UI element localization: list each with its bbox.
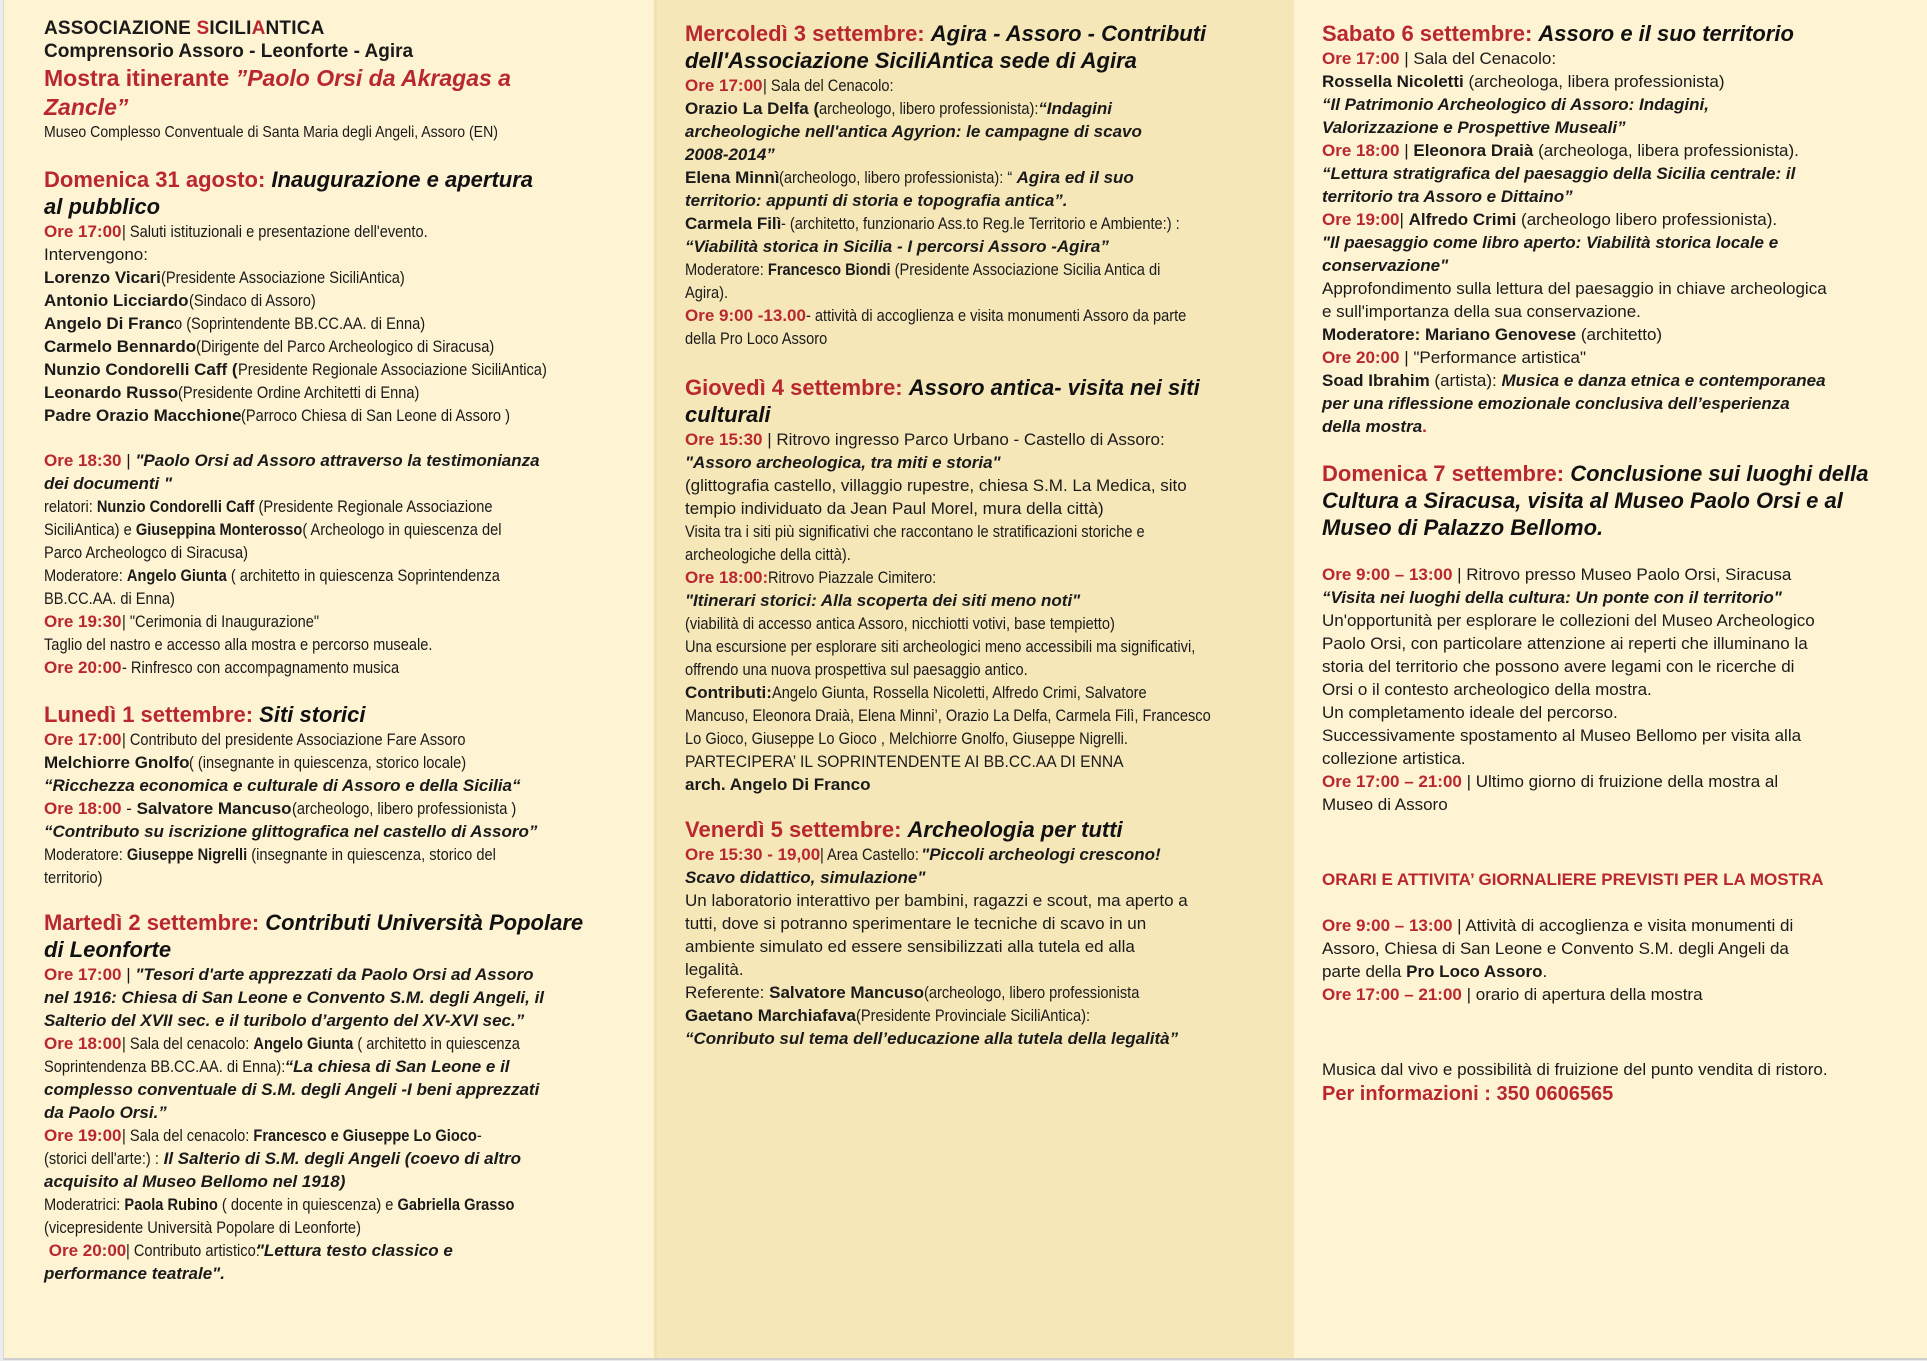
event-title: complesso conventuale di S.M. degli Angeli -I beni apprezzati xyxy=(44,1080,540,1099)
event-item: Ore 17:00 – 21:00 | orario di apertura della mostra xyxy=(1322,985,1703,1004)
event-title: da Paolo Orsi.” xyxy=(44,1103,167,1122)
event-item: Ore 19:00| Alfredo Crimi (archeologo libero professionista). xyxy=(1322,210,1778,229)
event-description: parte della Pro Loco Assoro. xyxy=(1322,962,1548,981)
event-description: tempio individuato da Jean Paul Morel, mura della città) xyxy=(685,499,1104,518)
event-title: Scavo didattico, simulazione" xyxy=(685,868,926,887)
event-description: Un laboratorio interattivo per bambini, ragazzi e scout, ma aperto a xyxy=(685,891,1188,910)
event-item: Ore 19:30| "Cerimonia di Inaugurazione" xyxy=(44,612,319,631)
day-section-3-settembre xyxy=(685,20,1294,350)
event-item: Ore 15:30 | Ritrovo ingresso Parco Urbano - Castello di Assoro: xyxy=(685,430,1165,449)
daily-schedule-heading: ORARI E ATTIVITA’ GIORNALIERE PREVISTI PER LA MOSTRA xyxy=(1322,870,1824,889)
event-subtitle: Intervengono: xyxy=(44,245,148,264)
column-right xyxy=(1294,0,1927,1358)
speakers-list xyxy=(44,266,654,427)
event-moderator: Moderatrici: Paola Rubino ( docente in quiescenza) e Gabriella Grasso xyxy=(44,1195,515,1214)
event-moderator-role: Agira). xyxy=(685,283,729,302)
contact-info: Per informazioni : 350 0606565 xyxy=(1322,1083,1614,1105)
event-speaker: Rossella Nicoletti (archeologa, libera professionista) xyxy=(1322,72,1725,91)
event-item: Ore 20:00- Rinfresco con accompagnamento musica xyxy=(44,658,399,677)
event-moderator-role: (vicepresidente Università Popolare di Leonforte) xyxy=(44,1218,361,1237)
event-description: Orsi o il contesto archeologico della mostra. xyxy=(1322,680,1652,699)
event-description: e sull'importanza della sua conservazione. xyxy=(1322,302,1641,321)
event-moderator: Moderatore: Angelo Giunta ( architetto in quiescenza Soprintendenza xyxy=(44,566,500,585)
speaker-item: Leonardo Russo(Presidente Ordine Architetti di Enna) xyxy=(44,383,420,402)
day-heading: Martedì 2 settembre: Contributi Università Popolare di Leonforte xyxy=(44,910,584,962)
program-brochure xyxy=(3,0,1927,1360)
event-item: Ore 20:00| Contributo artistico:"Lettura testo classico e xyxy=(48,1241,453,1260)
exhibition-venue: Museo Complesso Conventuale di Santa Maria degli Angeli, Assoro (EN) xyxy=(44,124,498,141)
event-speaker: Elena Minnì(archeologo, libero professionista): “ Agira ed il suo xyxy=(685,168,1134,187)
event-description: tutti, dove si potranno sperimentare le tecniche di scavo in un xyxy=(685,914,1147,933)
event-item: Ore 18:00| Sala del cenacolo: Angelo Giunta ( architetto in quiescenza xyxy=(44,1034,520,1053)
event-moderator: Moderatore: Francesco Biondi (Presidente Associazione Sicilia Antica di xyxy=(685,260,1161,279)
event-note: Visita tra i siti più significativi che raccontano le stratificazioni storiche e xyxy=(685,522,1145,541)
event-item: Ore 20:00 | "Performance artistica" xyxy=(1322,348,1587,367)
day-section-5-settembre xyxy=(685,816,1294,1050)
event-title: territorio: appunti di storia e topografia antica”. xyxy=(685,191,1068,210)
event-item: Ore 17:00| Sala del Cenacolo: xyxy=(685,76,894,95)
event-speakers: relatori: Nunzio Condorelli Caff (Presidente Regionale Associazione xyxy=(44,497,493,516)
event-title: “Lettura stratigrafica del paesaggio della Sicilia centrale: il xyxy=(1322,164,1796,183)
organization-name: ASSOCIAZIONE SICILIANTICA xyxy=(44,18,325,39)
event-item: Ore 17:00 – 21:00 | Ultimo giorno di fruizione della mostra al xyxy=(1322,772,1779,791)
day-section-4-settembre xyxy=(685,374,1294,796)
event-title: nel 1916: Chiesa di San Leone e Convento S.M. degli Angeli, il xyxy=(44,988,545,1007)
event-title: acquisito al Museo Bellomo nel 1918) xyxy=(44,1172,346,1191)
event-speaker: Carmela Filì- (architetto, funzionario Ass.to Reg.le Territorio e Ambiente:) : xyxy=(685,214,1181,233)
footer-section xyxy=(1322,1058,1927,1107)
daily-schedule-section xyxy=(1322,868,1927,1006)
event-item: Ore 17:00 | Sala del Cenacolo: xyxy=(1322,49,1557,68)
event-item: Ore 18:00:Ritrovo Piazzale Cimitero: xyxy=(685,568,937,587)
event-speaker: Melchiorre Gnolfo( (insegnante in quiescenza, storico locale) xyxy=(44,753,467,772)
event-description: della Pro Loco Assoro xyxy=(685,329,828,348)
exhibition-title: Mostra itinerante ”Paolo Orsi da Akragas a Zancle” xyxy=(44,65,511,120)
event-title: "Il paesaggio come libro aperto: Viabilità storica locale e xyxy=(1322,233,1779,252)
organization-subtitle: Comprensorio Assoro - Leonforte - Agira xyxy=(44,41,414,62)
event-title: “Visita nei luoghi della cultura: Un ponte con il territorio" xyxy=(1322,588,1782,607)
event-description: Taglio del nastro e accesso alla mostra e percorso museale. xyxy=(44,635,433,654)
day-heading: Venerdì 5 settembre: Archeologia per tutti xyxy=(685,817,1123,842)
notice: PARTECIPERA’ IL SOPRINTENDENTE AI BB.CC.AA DI ENNA xyxy=(685,752,1124,771)
event-description: Museo di Assoro xyxy=(1322,795,1448,814)
event-moderator: Moderatore: Mariano Genovese (architetto) xyxy=(1322,325,1663,344)
event-title: "Itinerari storici: Alla scoperta dei siti meno noti" xyxy=(685,591,1081,610)
day-heading: Mercoledì 3 settembre: Agira - Assoro - Contributi dell'Associazione SiciliAntica sede di Agira xyxy=(685,21,1207,73)
notice-name: arch. Angelo Di Franco xyxy=(685,775,871,794)
event-title: Salterio del XVII sec. e il turibolo d’argento del XV-XVI sec.” xyxy=(44,1011,525,1030)
event-item: Ore 18:00 - Salvatore Mancuso(archeologo, libero professionista ) xyxy=(44,799,516,818)
event-item: Ore 9:00 – 13:00 | Attività di accoglienza e visita monumenti di xyxy=(1322,916,1794,935)
event-title: performance teatrale". xyxy=(44,1264,225,1283)
contributors: Mancuso, Eleonora Draià, Elena Minni’, Orazio La Delfa, Carmela Filì, Francesco xyxy=(685,706,1211,725)
event-item: Ore 9:00 – 13:00 | Ritrovo presso Museo Paolo Orsi, Siracusa xyxy=(1322,565,1792,584)
event-title: “Conributo sul tema dell’educazione alla tutela della legalità” xyxy=(685,1029,1179,1048)
event-note: offrendo una nuova prospettiva sul paesaggio antico. xyxy=(685,660,1028,679)
event-description: Un'opportunità per esplorare le collezioni del Museo Archeologico xyxy=(1322,611,1815,630)
event-description: (glittografia castello, villaggio rupestre, chiesa S.M. La Medica, sito xyxy=(685,476,1187,495)
event-title: “Viabilità storica in Sicilia - I percorsi Assoro -Agira” xyxy=(685,237,1109,256)
event-title: territorio tra Assoro e Dittaino” xyxy=(1322,187,1573,206)
contributors: Lo Gioco, Giuseppe Lo Gioco , Melchiorre Gnolfo, Giuseppe Nigrelli. xyxy=(685,729,1128,748)
contributors: Contributi:Angelo Giunta, Rossella Nicoletti, Alfredo Crimi, Salvatore xyxy=(685,683,1147,702)
column-left xyxy=(4,0,654,1358)
event-speakers: Parco Archeologco di Siracusa) xyxy=(44,543,248,562)
column-middle xyxy=(654,0,1294,1358)
event-title: 2008-2014” xyxy=(685,145,775,164)
event-description: Successivamente spostamento al Museo Bellomo per visita alla xyxy=(1322,726,1802,745)
event-description: ambiente simulato ed essere sensibilizzati alla tutela ed alla xyxy=(685,937,1135,956)
event-description: Assoro, Chiesa di San Leone e Convento S.M. degli Angeli da xyxy=(1322,939,1789,958)
event-description: Paolo Orsi, con particolare attenzione ai reperti che illuminano la xyxy=(1322,634,1808,653)
event-item: Ore 15:30 - 19,00| Area Castello:"Piccoli archeologi crescono! xyxy=(685,845,1161,864)
event-item: Ore 17:00| Contributo del presidente Associazione Fare Assoro xyxy=(44,730,466,749)
footer-music-note: Musica dal vivo e possibilità di fruizione del punto vendita di ristoro. xyxy=(1322,1060,1828,1079)
event-title: per una riflessione emozionale conclusiva dell’esperienza xyxy=(1322,394,1790,413)
event-title: “Contributo su iscrizione glittografica nel castello di Assoro” xyxy=(44,822,538,841)
day-heading: Lunedì 1 settembre: Siti storici xyxy=(44,702,366,727)
event-moderator: Moderatore: Giuseppe Nigrelli (insegnante in quiescenza, storico del xyxy=(44,845,496,864)
speaker-item: Lorenzo Vicari(Presidente Associazione SiciliAntica) xyxy=(44,268,405,287)
event-title: “Ricchezza economica e culturale di Assoro e della Sicilia“ xyxy=(44,776,521,795)
speaker-item: Angelo Di Franco (Soprintendente BB.CC.AA. di Enna) xyxy=(44,314,426,333)
day-heading: Sabato 6 settembre: Assoro e il suo territorio xyxy=(1322,21,1794,46)
event-item: Ore 9:00 -13.00- attività di accoglienza e visita monumenti Assoro da parte xyxy=(685,306,1187,325)
day-heading: Giovedì 4 settembre: Assoro antica- visita nei siti culturali xyxy=(685,375,1200,427)
event-speaker: Orazio La Delfa (archeologo, libero professionista):“Indagini xyxy=(685,99,1112,118)
speaker-item: Carmelo Bennardo(Dirigente del Parco Archeologico di Siracusa) xyxy=(44,337,495,356)
day-section-6-settembre xyxy=(1322,20,1927,438)
event-title: Soprintendenza BB.CC.AA. di Enna):“La chiesa di San Leone e il xyxy=(44,1057,510,1076)
event-description: (viabilità di accesso antica Assoro, nicchiotti votivi, base tempietto) xyxy=(685,614,1115,633)
event-title: della mostra. xyxy=(1322,417,1427,436)
day-section-31-agosto xyxy=(44,166,654,679)
event-item: Ore 17:00 | "Tesori d'arte apprezzati da Paolo Orsi ad Assoro xyxy=(44,965,534,984)
day-heading: Domenica 31 agosto: Inaugurazione e apertura al pubblico xyxy=(44,167,534,219)
event-title: "Assoro archeologica, tra miti e storia" xyxy=(685,453,1001,472)
speaker-item: Nunzio Condorelli Caff (Presidente Regionale Associazione SiciliAntica) xyxy=(44,360,547,379)
event-speaker: Soad Ibrahim (artista): Musica e danza etnica e contemporanea xyxy=(1322,371,1826,390)
event-title: conservazione" xyxy=(1322,256,1449,275)
event-referent: Referente: Salvatore Mancuso(archeologo, libero professionista xyxy=(685,983,1140,1002)
event-note: Una escursione per esplorare siti archeologici meno accessibili ma significativi, xyxy=(685,637,1196,656)
event-moderator-role: territorio) xyxy=(44,868,103,887)
event-description: Approfondimento sulla lettura del paesaggio in chiave archeologica xyxy=(1322,279,1827,298)
event-description: storia del territorio che possono avere legami con le ricerche di xyxy=(1322,657,1795,676)
event-note: archeologiche della città). xyxy=(685,545,851,564)
day-section-7-settembre xyxy=(1322,460,1927,816)
day-section-1-settembre xyxy=(44,701,654,889)
event-description: legalità. xyxy=(685,960,744,979)
event-description: Un completamento ideale del percorso. xyxy=(1322,703,1618,722)
event-title: Valorizzazione e Prospettive Museali” xyxy=(1322,118,1626,137)
event-item: Ore 19:00| Sala del cenacolo: Francesco e Giuseppe Lo Gioco- xyxy=(44,1126,482,1145)
event-speaker: Gaetano Marchiafava(Presidente Provinciale SiciliAntica): xyxy=(685,1006,1091,1025)
event-item: Ore 18:00 | Eleonora Draià (archeologa, libera professionista). xyxy=(1322,141,1799,160)
speaker-item: Padre Orazio Macchione(Parroco Chiesa di San Leone di Assoro ) xyxy=(44,406,511,425)
event-description: collezione artistica. xyxy=(1322,749,1466,768)
event-speakers: SiciliAntica) e Giuseppina Monterosso( Archeologo in quiescenza del xyxy=(44,520,502,539)
event-title: dei documenti " xyxy=(44,474,173,493)
day-heading: Domenica 7 settembre: Conclusione sui luoghi della Cultura a Siracusa, visita al Museo Paolo Orsi e al Museo di Palazzo Bellomo. xyxy=(1322,461,1869,540)
event-title: archeologiche nell'antica Agyrion: le campagne di scavo xyxy=(685,122,1142,141)
event-item: Ore 17:00| Saluti istituzionali e presentazione dell'evento. xyxy=(44,222,428,241)
day-section-2-settembre xyxy=(44,909,654,1285)
event-item: Ore 18:30 | "Paolo Orsi ad Assoro attraverso la testimonianza xyxy=(44,451,540,470)
event-moderator-role: BB.CC.AA. di Enna) xyxy=(44,589,175,608)
event-title: (storici dell'arte:) :Il Salterio di S.M. degli Angeli (coevo di altro xyxy=(44,1149,521,1168)
speaker-item: Antonio Licciardo(Sindaco di Assoro) xyxy=(44,291,316,310)
event-title: “Il Patrimonio Archeologico di Assoro: Indagini, xyxy=(1322,95,1709,114)
